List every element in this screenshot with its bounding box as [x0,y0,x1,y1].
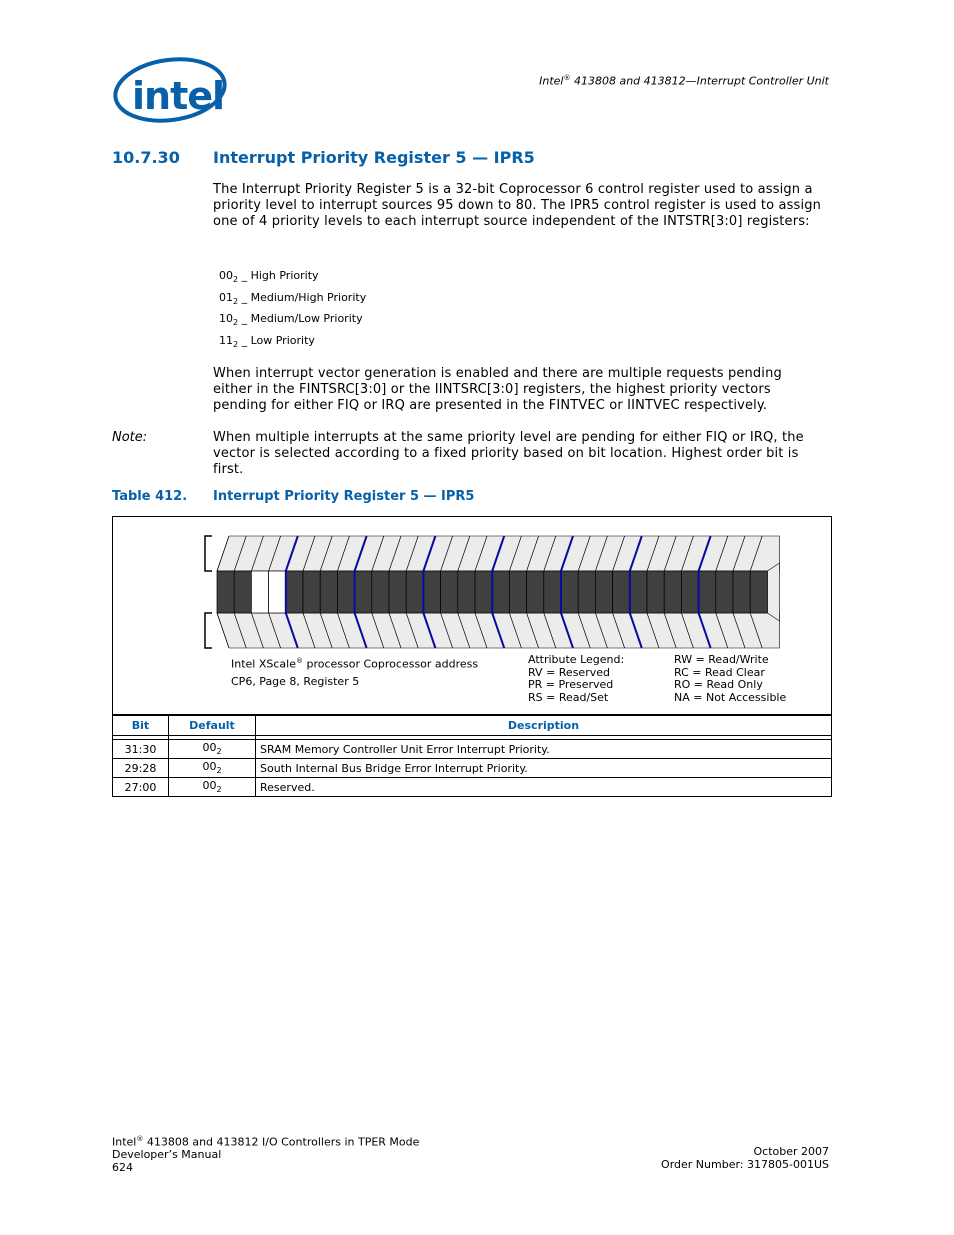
header-registered-mark: ® [563,74,571,82]
cell-default: $00_2$ [169,759,256,778]
note-text: When multiple interrupts at the same priority level are pending for either FIQ or IRQ, the vector is selected according to a fixed priority based on bit location. Highest order bit is first. [213,430,804,477]
bit-cell [423,571,440,613]
bit-cell [544,571,561,613]
bit-cell [303,571,320,613]
table-title: Interrupt Priority Register 5 — IPR5 [213,489,475,504]
header-description: Description [256,715,832,736]
coprocessor-address: Intel XScale® processor Coprocessor address CP6, Page 8, Register 5 [231,657,479,688]
bit-cell [251,571,268,613]
intro-paragraph: The Interrupt Priority Register 5 is a 32-bit Coprocessor 6 control register used to assign a priority level to interrupt sources 95 down to 80. The IPR5 control register is used to assign one of 4 priority levels to each interrupt source independent of the INTSTR[3:0] registers: [213,182,822,229]
bit-cell [733,571,750,613]
priority-item: $11_2$ _ Low Priority [219,334,315,350]
coprocessor-register: CP6, Page 8, Register 5 [231,674,360,688]
bit-cell [372,571,389,613]
bit-cell [716,571,733,613]
cell-default: $00_2$ [169,778,256,797]
bit-cell [389,571,406,613]
bit-cell [286,571,303,613]
bit-cell [475,571,492,613]
register-side-face [767,563,779,621]
priority-item: $00_2$ _ High Priority [219,269,319,285]
priority-item: $01_2$ _ Medium/High Priority [219,290,367,306]
header-title-rest: 413808 and 413812—Interrupt Controller Unit [570,74,829,88]
attribute-legend-left: Attribute Legend: RV = Reserved PR = Preserved RS = Read/Set [528,653,625,704]
header-title-prefix: Intel [539,74,564,88]
vector-paragraph: When interrupt vector generation is enabled and there are multiple requests pending either in the FINTSRC[3:0] or the IINTSRC[3:0] registers, the highest priority vectors pending for either FIQ or IRQ are presented in the FINTVEC or IINTVEC respectively. [213,366,782,413]
cell-bit: 29:28 [113,759,169,778]
bit-cell [578,571,595,613]
cell-description: South Internal Bus Bridge Error Interrupt Priority. [256,759,832,778]
table-row [113,778,832,797]
bit-cell [664,571,681,613]
bit-cell [234,571,251,613]
bit-cell [681,571,698,613]
bit-cell [613,571,630,613]
cell-default: $00_2$ [169,740,256,759]
table-row [113,740,832,759]
bit-cell [647,571,664,613]
bit-cell [699,571,716,613]
running-header [539,74,829,88]
section-heading [112,148,535,167]
bit-cell [406,571,423,613]
cell-description: Reserved. [256,778,832,797]
header-default: Default [169,715,256,736]
header-bit: Bit [113,715,169,736]
bit-cell [458,571,475,613]
priority-item: $10_2$ _ Medium/Low Priority [219,312,363,328]
bit-cell [492,571,509,613]
bracket-bottom [205,613,212,648]
cell-bit: 27:00 [113,778,169,797]
bit-cell [595,571,612,613]
bit-cell [320,571,337,613]
table-number: Table 412. [112,489,188,504]
register-field-table [112,714,832,797]
footer-right [661,1146,829,1171]
bit-cell [337,571,354,613]
bit-cell [527,571,544,613]
bit-cell [750,571,767,613]
table-row [113,759,832,778]
section-title: Interrupt Priority Register 5 — IPR5 [213,148,535,167]
attribute-legend-right: RW = Read/Write RC = Read Clear RO = Read Only NA = Not Accessible [674,653,787,704]
bit-cell [509,571,526,613]
cell-description: SRAM Memory Controller Unit Error Interrupt Priority. [256,740,832,759]
table-caption [112,489,474,504]
footer-left: Intel® 413808 and 413812 I/O Controllers in TPER Mode Developer’s Manual 624 [112,1135,420,1174]
bit-cell [355,571,372,613]
footer-date: October 2007 [753,1145,829,1158]
note-label: Note: [112,430,148,445]
footer-order-number: Order Number: 317805-001US [661,1157,829,1171]
svg-text:intel: intel [132,74,225,118]
bit-cell [217,571,234,613]
section-number: 10.7.30 [112,148,180,167]
footer-manual: Developer’s Manual [112,1148,222,1162]
cell-bit: 31:30 [113,740,169,759]
priority-list [219,269,366,356]
bracket-top [205,536,212,571]
bit-cell [630,571,647,613]
bit-cell [441,571,458,613]
page-number: 624 [112,1160,133,1174]
bit-cell [561,571,578,613]
table-header-row [113,715,832,736]
bit-cell [269,571,286,613]
intel-logo [110,52,228,130]
